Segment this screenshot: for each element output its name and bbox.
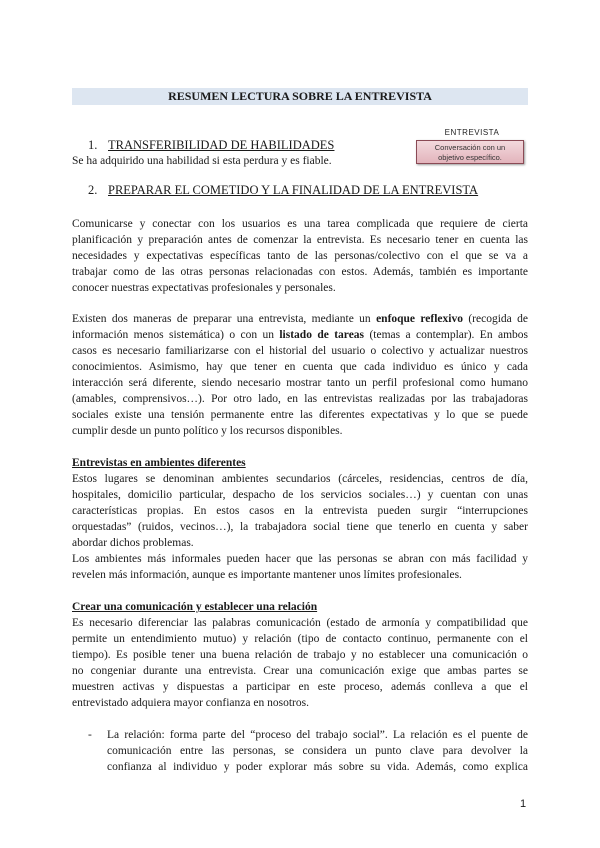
section-1-text: Se ha adquirido una habilidad si esta perdura y es fiable. [72, 155, 332, 167]
page-title: RESUMEN LECTURA SOBRE LA ENTREVISTA [72, 88, 528, 105]
card-label: ENTREVISTA [444, 128, 500, 137]
p2-line [72, 311, 528, 327]
page-number: 1 [520, 798, 527, 810]
p5-line: muestren activas y dispuestas a participar en este proceso, además conlleva a que el [72, 681, 528, 693]
card-box [416, 140, 524, 164]
subheading-comunicacion: Crear una comunicación y establecer una relación [72, 601, 318, 613]
p1-line: planificación y preparación antes de comenzar la entrevista. Es necesario tener en cuenta las [72, 234, 528, 246]
section-2-heading [88, 182, 478, 198]
p2-text: (recogida de [462, 313, 528, 325]
p5-line: permite un entendimiento mutuo) y relación (tipo de contacto continuo, permanente con el [72, 633, 528, 645]
p2-line: (amables, comprensivos…). Por otro lado, en las entrevistas realizadas por las trabajadoras [72, 393, 528, 405]
p5-line: tiempo). Es posible tener una buena relación de trabajo y no establecer una comunicación o [72, 649, 528, 661]
p3-line: hospitales, domicilio particular, despacho de los servicios sociales…) y cuentan con unas [72, 489, 528, 501]
p5-line: entrevistado adquiera mayor confianza en nosotros. [72, 697, 309, 709]
paragraph-2 [72, 311, 528, 439]
p3-line: características propias. En estos casos en la entrevista pueden surgir “interrupciones [72, 505, 528, 517]
bullet-line: La relación: forma parte del “proceso del trabajo social”. La relación es el puente de [107, 729, 528, 741]
enfoque-reflexivo-term: enfoque reflexivo [376, 313, 463, 325]
section-1-number: 1. [88, 138, 98, 152]
bullet-marker: - [88, 729, 92, 741]
bullet-line: comunicación entre las personas, se considera un punto clave para devolver la [107, 745, 528, 757]
p2-line: conocimientos. Asimismo, hay que tener en cuenta que cada individuo es único y cada [72, 361, 528, 373]
p5-line: Es necesario diferenciar las palabras comunicación (estado de armonía y compatibilidad que [72, 617, 528, 629]
p3-line: abordar dichos problemas. [72, 537, 194, 549]
section-2-number: 2. [88, 183, 98, 197]
p2-text: información menos sistemática) o con un [72, 329, 280, 341]
p4-line: Los ambientes más informales pueden hacer que las personas se abran con más facilidad y [72, 553, 528, 565]
p4-line: revelen más información, aunque es importante mantener unos límites profesionales. [72, 569, 462, 581]
listado-de-tareas-term: listado de tareas [279, 329, 365, 341]
entrevista-card [416, 128, 528, 168]
paragraph-3 [72, 471, 528, 551]
section-1-heading [88, 137, 334, 153]
p2-line [72, 327, 528, 343]
p2-text: (temas a contemplar). En ambos [364, 329, 528, 341]
p2-line: cumplir desde un punto político y los recursos disponibles. [72, 425, 343, 437]
p2-line: casos es necesario familiarizarse con el historial del usuario o colectivo y actualizar nuestros [72, 345, 528, 357]
subheading-ambientes: Entrevistas en ambientes diferentes [72, 457, 246, 469]
paragraph-5 [72, 615, 528, 711]
bullet-item [107, 727, 528, 775]
p2-text: Existen dos maneras de preparar una entrevista, mediante un [72, 313, 377, 325]
p3-line: orquestadas” (ruidos, vecinos…), la trabajadora social tiene que tenerlo en cuenta y saber [72, 521, 528, 533]
card-line-2: objetivo específico. [438, 153, 502, 162]
p1-line: trabajar como de las otras personas relacionadas con estos. Además, también es importante [72, 266, 528, 278]
p1-line: conocer nuestras expectativas profesionales y personales. [72, 282, 336, 294]
section-2-title: PREPARAR EL COMETIDO Y LA FINALIDAD DE LA ENTREVISTA [108, 183, 479, 197]
paragraph-4 [72, 551, 528, 583]
p2-line: interacción será diferente, siendo necesario mostrar tanto un perfil profesional como humano [72, 377, 528, 389]
p3-line: Estos lugares se denominan ambientes secundarios (cárceles, residencias, centros de día, [72, 473, 528, 485]
p5-line: no congeniar durante una entrevista. Crear una comunicación exige que ambas partes se [72, 665, 528, 677]
p1-line: Comunicarse y conectar con los usuarios es una tarea complicada que requiere de cierta [72, 218, 528, 230]
paragraph-1 [72, 216, 528, 296]
section-1-title: TRANSFERIBILIDAD DE HABILIDADES [108, 138, 335, 152]
p2-line: sociales existe una tensión permanente entre las diferentes expectativas y lo que se puede [72, 409, 528, 421]
card-line-1: Conversación con un [434, 143, 506, 152]
bullet-line: confianza al individuo y poder explorar más sobre su vida. Además, como explica [107, 761, 528, 773]
p1-line: necesidades y expectativas específicas tanto de las personas/colectivo con el que se va a [72, 250, 528, 262]
